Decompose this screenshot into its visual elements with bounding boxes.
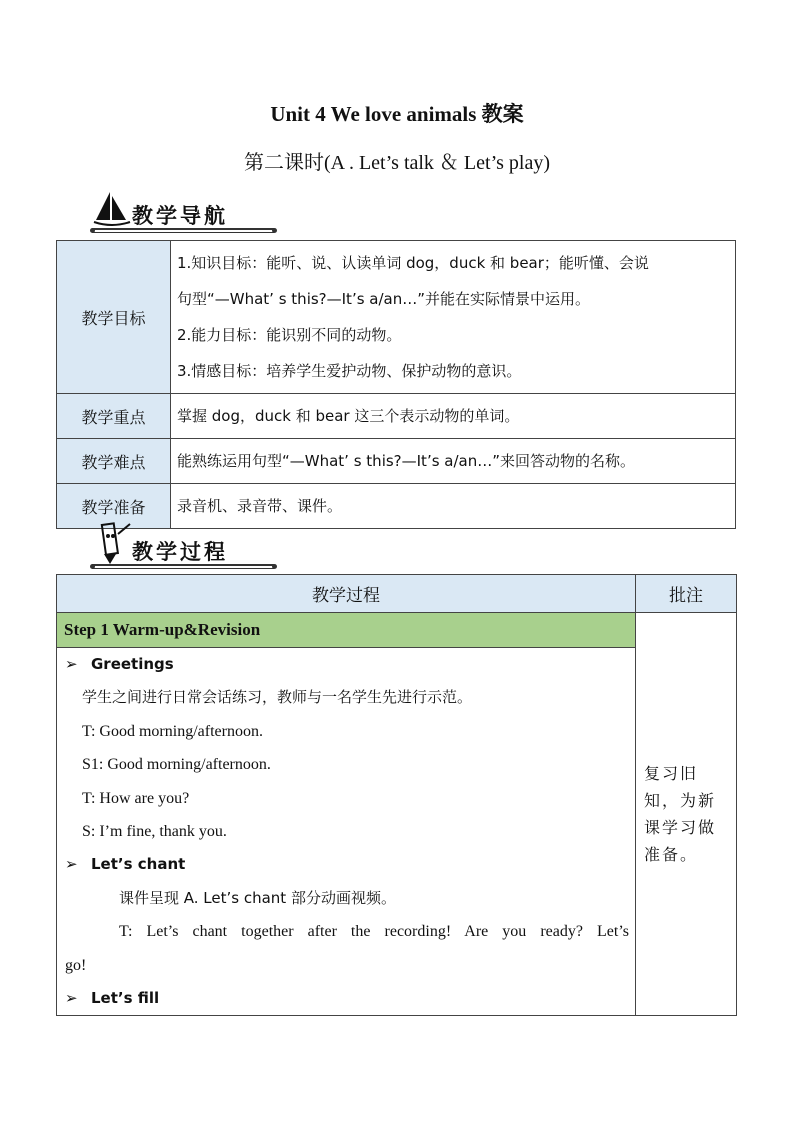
bullet-label: Let’s fill <box>91 988 160 1007</box>
note-cell: 复习旧知，为新课学习做准备。 <box>636 613 737 1016</box>
objective-line: 句型“—What’ s this?—It’s a/an…”并能在实际情景中运用。 <box>177 290 591 308</box>
row-label: 教学难点 <box>57 439 171 484</box>
row-content <box>171 241 736 394</box>
bullet-item <box>57 848 635 881</box>
arrow-bullet-icon: ➢ <box>65 855 78 874</box>
objective-line: 3.情感目标：培养学生爱护动物、保护动物的意识。 <box>177 362 522 380</box>
row-content: 掌握 dog，duck 和 bear 这三个表示动物的单词。 <box>171 394 736 439</box>
row-label: 教学准备 <box>57 484 171 529</box>
row-content: 能熟练运用句型“—What’ s this?—It’s a/an…”来回答动物的名称。 <box>171 439 736 484</box>
arrow-bullet-icon: ➢ <box>65 988 78 1007</box>
dialog-line: S1: Good morning/afternoon. <box>82 756 271 774</box>
section-label: 教学过程 <box>132 540 228 564</box>
section-heading-navigation <box>92 190 282 238</box>
bullet-label: Let’s chant <box>91 855 186 874</box>
row-label: 教学重点 <box>57 394 171 439</box>
bullet-item <box>57 648 635 681</box>
document-title: Unit 4 We love animals 教案 <box>270 102 524 126</box>
objective-line: 2.能力目标：能识别不同的动物。 <box>177 326 402 344</box>
dialog-line: T: How are you? <box>82 789 190 807</box>
row-label: 教学目标 <box>57 241 171 394</box>
teaching-process-table <box>56 574 737 1016</box>
dialog-line: S: I’m fine, thank you. <box>82 822 227 840</box>
bullet-label: Greetings <box>91 655 174 673</box>
step-title: Step 1 Warm-up&Revision <box>57 613 636 648</box>
header-note: 批注 <box>636 575 737 613</box>
section-label: 教学导航 <box>132 204 228 228</box>
step-body <box>57 648 636 1016</box>
teaching-navigation-table <box>56 240 736 529</box>
document-subtitle: 第二课时(A . Let’s talk ＆ Let’s play) <box>243 152 551 174</box>
header-process: 教学过程 <box>57 575 636 613</box>
dialog-line: T: Good morning/afternoon. <box>82 722 263 740</box>
dialog-line: T: Let’s chant together after the recording! Are you ready? Let’s <box>119 923 629 941</box>
arrow-bullet-icon: ➢ <box>65 655 78 673</box>
text-line: 学生之间进行日常会话练习，教师与一名学生先进行示范。 <box>82 688 473 707</box>
sailboat-icon <box>92 190 134 230</box>
section-heading-process <box>92 520 282 568</box>
pencil-figure-icon <box>92 520 134 568</box>
dialog-line: go! <box>65 956 87 974</box>
objective-line: 1.知识目标：能听、说、认读单词 dog，duck 和 bear；能听懂、会说 <box>177 254 649 272</box>
row-content: 录音机、录音带、课件。 <box>171 484 736 529</box>
bullet-item <box>57 982 635 1015</box>
text-line: 课件呈现 A. Let’s chant 部分动画视频。 <box>119 888 396 907</box>
